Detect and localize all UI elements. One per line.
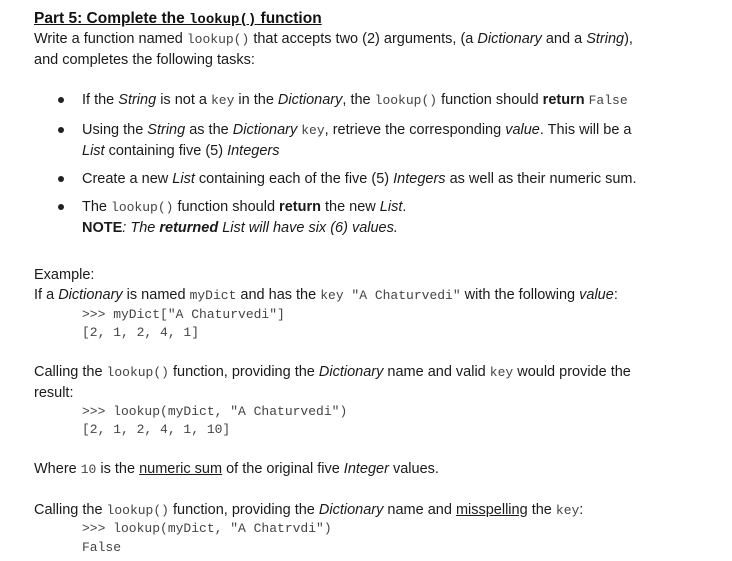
example-description: If a Dictionary is named myDict and has the key "A Chaturvedi" with the following value:	[34, 287, 618, 303]
page-title: Part 5: Complete the lookup() function	[34, 10, 322, 28]
task-bullet-2-line-2: List containing five (5) Integers	[82, 143, 280, 159]
bullet-icon	[58, 127, 64, 133]
bullet-icon	[58, 97, 64, 103]
intro-line-2: and completes the following tasks:	[34, 52, 255, 68]
code-line: >>> lookup(myDict, "A Chatrvdi")	[82, 521, 332, 536]
code-line: [2, 1, 2, 4, 1]	[82, 325, 200, 340]
calling-valid-line-2: result:	[34, 385, 74, 401]
bullet-icon	[58, 176, 64, 182]
code-line: >>> lookup(myDict, "A Chaturvedi")	[82, 404, 348, 419]
example-label: Example:	[34, 267, 95, 283]
task-bullet-4-line-1: The lookup() function should return the new List.	[82, 199, 407, 215]
code-line: False	[82, 540, 122, 555]
bullet-icon	[58, 204, 64, 210]
code-line: >>> myDict["A Chaturvedi"]	[82, 307, 285, 322]
intro-line-1: Write a function named lookup() that accepts two (2) arguments, (a Dictionary and a String),	[34, 31, 633, 47]
task-bullet-2-line-1: Using the String as the Dictionary key, retrieve the corresponding value. This will be a	[82, 122, 632, 138]
calling-valid-line-1: Calling the lookup() function, providing the Dictionary name and valid key would provide the	[34, 364, 631, 380]
task-bullet-1: If the String is not a key in the Dictionary, the lookup() function should return False	[82, 92, 628, 108]
code-line: [2, 1, 2, 4, 1, 10]	[82, 422, 231, 437]
task-bullet-3: Create a new List containing each of the five (5) Integers as well as their numeric sum.	[82, 171, 637, 187]
task-bullet-4-note: NOTE: The returned List will have six (6) values.	[82, 220, 398, 236]
calling-misspelled-line: Calling the lookup() function, providing the Dictionary name and misspelling the key:	[34, 502, 584, 518]
numeric-sum-note: Where 10 is the numeric sum of the original five Integer values.	[34, 461, 439, 477]
